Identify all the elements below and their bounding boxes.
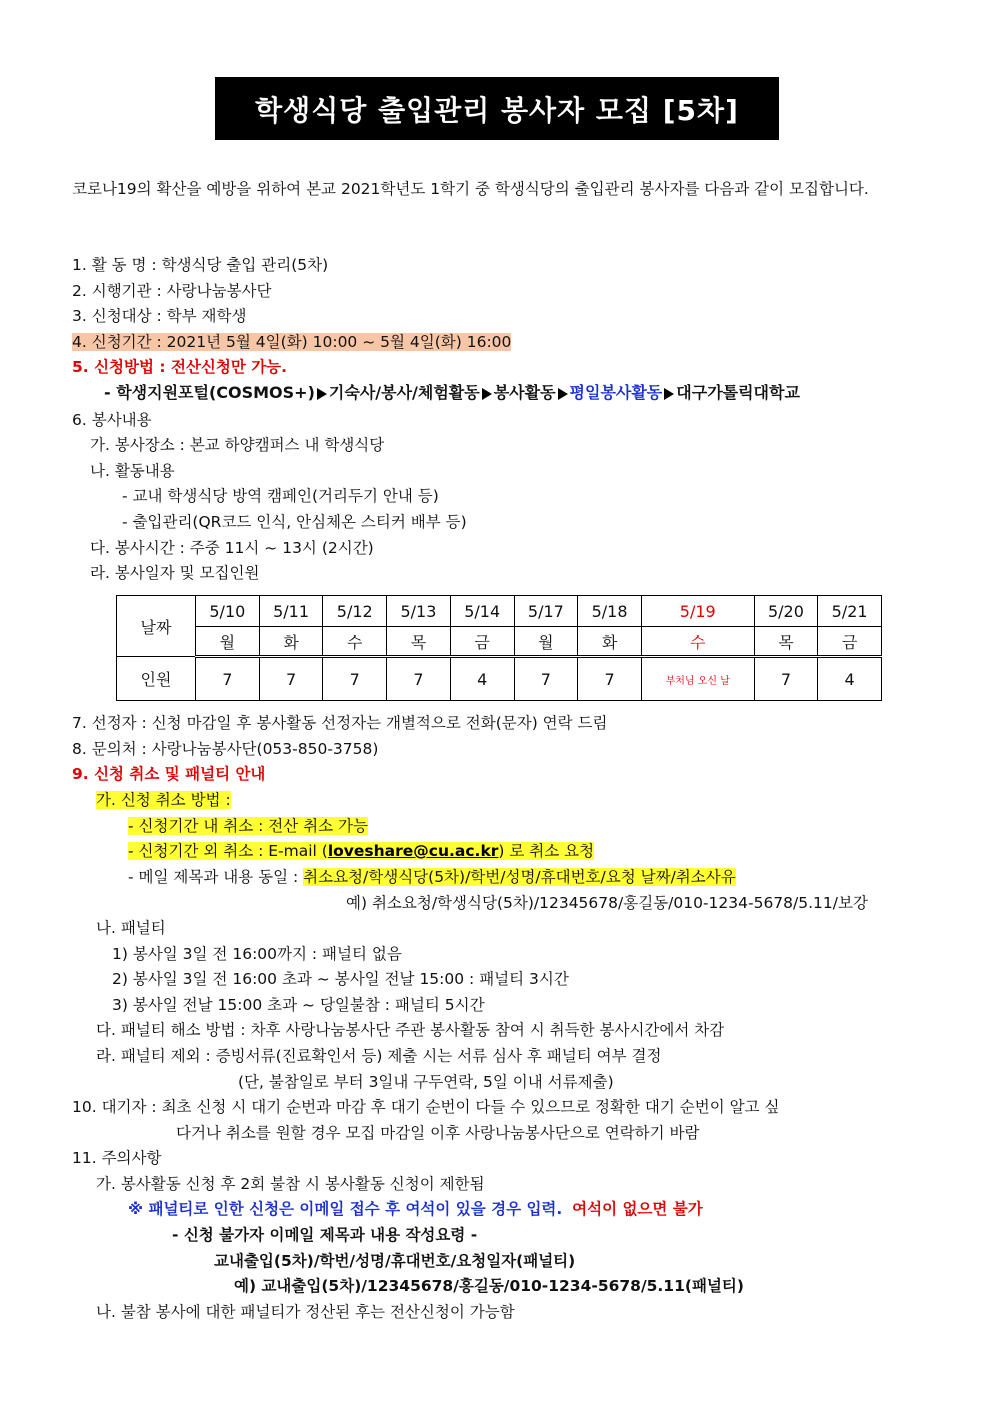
table-cell-people: 7 (323, 657, 387, 701)
item-organizer: 2. 시행기관 : 사랑나눔봉사단 (72, 282, 272, 300)
table-cell-day: 목 (387, 627, 451, 657)
mail-format-label: - 메일 제목과 내용 동일 : (128, 868, 304, 886)
item-mail-example: 예) 취소요청/학생식당(5차)/12345678/홍길동/010-1234-5678/5.11/보강 (346, 894, 868, 912)
table-cell-people: 4 (450, 657, 514, 701)
page-title (215, 77, 779, 140)
item-method: 5. 신청방법 : 전산신청만 가능. (72, 358, 288, 376)
table-row-dates (117, 596, 882, 627)
arrow-right-icon (482, 388, 492, 400)
table-row-days (117, 627, 882, 657)
item-email-guide-title: - 신청 불가자 이메일 제목과 내용 작성요령 - (172, 1226, 478, 1244)
table-cell-holiday-note: 부처님 오신 날 (641, 657, 754, 701)
table-cell-date: 5/12 (323, 596, 387, 627)
table-cell-people: 7 (259, 657, 323, 701)
item-contact: 8. 문의처 : 사랑나눔봉사단(053-850-3758) (72, 740, 379, 758)
item-penalty-2: 2) 봉사일 3일 전 16:00 초과 ~ 봉사일 전날 15:00 : 패널티 3시간 (112, 970, 569, 988)
item-place: 가. 봉사장소 : 본교 하양캠퍼스 내 학생식당 (90, 436, 385, 454)
item-email-guide-example: 예) 교내출입(5차)/12345678/홍길동/010-1234-5678/5.11(패널티) (234, 1277, 744, 1295)
table-cell-date: 5/18 (578, 596, 642, 627)
table-cell-day: 목 (754, 627, 818, 657)
table-cell-date: 5/20 (754, 596, 818, 627)
item-email-guide-format: 교내출입(5차)/학번/성명/휴대번호/요청일자(패널티) (214, 1252, 576, 1270)
path-step-weekday: 평일봉사활동 (569, 383, 663, 402)
item-penalty: 나. 패널티 (96, 919, 166, 937)
path-step-university: 대구가톨릭대학교 (676, 383, 800, 402)
email-link[interactable]: loveshare@cu.ac.kr (327, 842, 499, 860)
item-target: 3. 신청대상 : 학부 재학생 (72, 307, 247, 325)
cancel-email-prefix: - 신청기간 외 취소 : E-mail ( (128, 842, 328, 860)
application-path (104, 381, 800, 405)
table-cell-date: 5/13 (387, 596, 451, 627)
cancel-email-suffix: ) 로 취소 요청 (498, 842, 595, 860)
item-notice-a: 가. 봉사활동 신청 후 2회 불참 시 봉사활동 신청이 제한됨 (96, 1175, 485, 1193)
table-cell-day: 월 (514, 627, 578, 657)
table-header-people: 인원 (117, 657, 196, 701)
table-cell-date: 5/21 (818, 596, 882, 627)
cancel-out-period-highlight (128, 842, 594, 860)
intro-paragraph: 코로나19의 확산을 예방을 위하여 본교 2021학년도 1학기 중 학생식당의 출입관리 봉사자를 다음과 같이 모집합니다. (72, 180, 869, 198)
item-activity-name: 1. 활 동 명 : 학생식당 출입 관리(5차) (72, 256, 329, 274)
period-highlight: 4. 신청기간 : 2021년 5월 4일(화) 10:00 ~ 5월 4일(화) 16:00 (72, 333, 512, 351)
item-waitlist-2: 다거나 취소를 원할 경우 모집 마감일 이후 사랑나눔봉사단으로 연락하기 바람 (176, 1124, 700, 1142)
table-cell-people: 7 (754, 657, 818, 701)
item-activity-1: - 교내 학생식당 방역 캠페인(거리두기 안내 등) (122, 487, 439, 505)
table-cell-date-holiday: 5/19 (641, 596, 754, 627)
mail-format-highlight: 취소요청/학생식당(5차)/학번/성명/휴대번호/요청 날짜/취소사유 (303, 868, 736, 886)
item-waitlist-1: 10. 대기자 : 최초 신청 시 대기 순번과 마감 후 대기 순번이 다들 수 있으므로 정확한 대기 순번이 알고 싶 (72, 1098, 780, 1116)
path-step-portal: - 학생지원포털(COSMOS+) (104, 383, 315, 402)
table-cell-day: 수 (323, 627, 387, 657)
item-activity: 나. 활동내용 (90, 462, 175, 480)
item-penalty-resolve: 다. 패널티 해소 방법 : 차후 사랑나눔봉사단 주관 봉사활동 참여 시 취득한 봉사시간에서 차감 (96, 1021, 725, 1039)
table-row-people (117, 657, 882, 701)
table-cell-day: 금 (818, 627, 882, 657)
notice-note-red: 여석이 없으면 불가 (572, 1200, 703, 1218)
item-selection: 7. 선정자 : 신청 마감일 후 봉사활동 선정자는 개별적으로 전화(문자) 연락 드림 (72, 714, 608, 732)
item-penalty-3: 3) 봉사일 전날 15:00 초과 ~ 당일불참 : 패널티 5시간 (112, 996, 485, 1014)
table-cell-people: 7 (196, 657, 260, 701)
schedule-table (116, 595, 882, 701)
arrow-right-icon (317, 388, 327, 400)
table-cell-people: 7 (514, 657, 578, 701)
item-notice-note (128, 1197, 703, 1221)
table-cell-date: 5/17 (514, 596, 578, 627)
table-cell-people: 7 (578, 657, 642, 701)
table-cell-date: 5/10 (196, 596, 260, 627)
cancel-in-period-highlight: - 신청기간 내 취소 : 전산 취소 가능 (128, 817, 368, 835)
notice-note-blue: ※ 패널티로 인한 신청은 이메일 접수 후 여석이 있을 경우 입력. (128, 1200, 563, 1218)
table-cell-day: 월 (196, 627, 260, 657)
item-notice: 11. 주의사항 (72, 1149, 162, 1167)
path-step-volunteer: 봉사활동 (493, 383, 556, 402)
item-schedule: 라. 봉사일자 및 모집인원 (90, 564, 260, 582)
table-header-date: 날짜 (117, 596, 196, 657)
item-activity-2: - 출입관리(QR코드 인식, 안심체온 스티커 배부 등) (122, 513, 467, 531)
item-cancel-in-period (128, 814, 368, 838)
item-period (72, 330, 511, 354)
item-mail-format (128, 865, 736, 889)
table-cell-day: 화 (578, 627, 642, 657)
table-cell-people: 7 (387, 657, 451, 701)
item-penalty-1: 1) 봉사일 3일 전 16:00까지 : 패널티 없음 (112, 945, 402, 963)
item-cancel-method (96, 788, 231, 812)
table-cell-day-holiday: 수 (641, 627, 754, 657)
table-cell-day: 화 (259, 627, 323, 657)
item-penalty-exempt: 라. 패널티 제외 : 증빙서류(진료확인서 등) 제출 시는 서류 심사 후 패널티 여부 결정 (96, 1047, 662, 1065)
item-notice-b: 나. 불참 봉사에 대한 패널티가 정산된 후는 전산신청이 가능함 (96, 1303, 515, 1321)
item-cancel-out-period (128, 839, 594, 863)
item-content: 6. 봉사내용 (72, 411, 152, 429)
table-cell-date: 5/14 (450, 596, 514, 627)
arrow-right-icon (558, 388, 568, 400)
arrow-right-icon (664, 388, 674, 400)
cancel-method-highlight: 가. 신청 취소 방법 : (96, 791, 231, 809)
item-penalty-exempt-note: (단, 불참일로 부터 3일내 구두연락, 5일 이내 서류제출) (238, 1073, 614, 1091)
path-step-dorm: 기숙사/봉사/체험활동 (328, 383, 480, 402)
table-cell-day: 금 (450, 627, 514, 657)
table-cell-date: 5/11 (259, 596, 323, 627)
title-text: 학생식당 출입관리 봉사자 모집 [5차] (255, 93, 739, 127)
item-time: 다. 봉사시간 : 주중 11시 ~ 13시 (2시간) (90, 539, 374, 557)
item-cancel-penalty: 9. 신청 취소 및 패널티 안내 (72, 765, 266, 783)
table-cell-people: 4 (818, 657, 882, 701)
